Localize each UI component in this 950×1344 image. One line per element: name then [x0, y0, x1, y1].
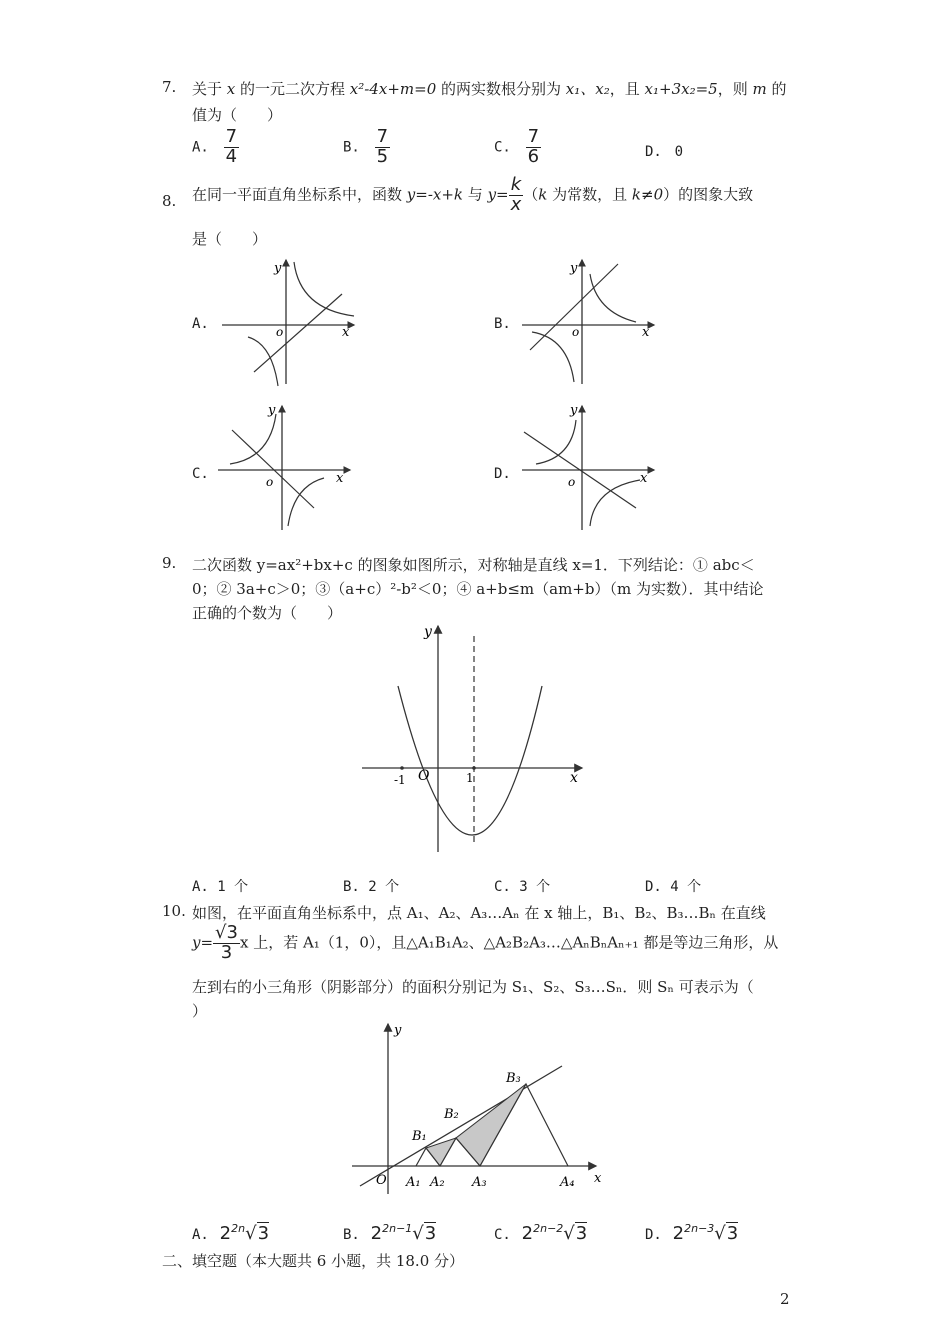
- q9-option-c[interactable]: C. 3 个: [494, 879, 551, 895]
- q10-number: 10.: [162, 902, 186, 920]
- q7-option-b[interactable]: B. $\frac{7}{5}$: [343, 126, 389, 167]
- q10-option-d[interactable]: D. $2^{2n-3}√3$: [645, 1222, 739, 1244]
- q10-label-b3: B₃: [506, 1071, 521, 1086]
- q7-line1: 关于 x 的一元二次方程 x²-4x+m=0 的两实数根分别为 x₁、x₂，且 x₁+3x₂=5，则 m 的: [192, 80, 787, 98]
- q8a-origin: o: [276, 325, 284, 339]
- q8d-axis-y: y: [570, 403, 578, 418]
- q10-label-b1: B₁: [412, 1129, 427, 1144]
- q8-option-c-label[interactable]: C.: [192, 466, 209, 482]
- q9-option-b[interactable]: B. 2 个: [343, 879, 400, 895]
- q10-axis-x: x: [594, 1171, 602, 1186]
- q10-label-a1: A₁: [406, 1175, 421, 1190]
- q8a-axis-x: x: [342, 325, 350, 340]
- q10-option-b[interactable]: B. $2^{2n-1}√3$: [343, 1222, 437, 1244]
- q9-axis-x: x: [570, 770, 578, 786]
- q8b-origin: o: [572, 325, 580, 339]
- q7-option-a[interactable]: A. $\frac{7}{4}$: [192, 126, 238, 167]
- q10-label-a4: A₄: [560, 1175, 575, 1190]
- q9-tick-1: 1: [466, 771, 474, 785]
- q9-tick-neg1: -1: [394, 773, 406, 787]
- q10-line1: 如图，在平面直角坐标系中，点 A₁、A₂、A₃…Aₙ 在 x 轴上，B₁、B₂、B₃…Bₙ 在直线: [192, 904, 766, 922]
- q9-origin: O: [418, 768, 430, 784]
- q9-parabola-graph[interactable]: [358, 620, 590, 856]
- q9-option-d[interactable]: D. 4 个: [645, 879, 702, 895]
- q10-origin: O: [376, 1173, 387, 1188]
- q9-number: 9.: [162, 554, 177, 572]
- q8-option-a-label[interactable]: A.: [192, 316, 209, 332]
- section-2-heading: 二、填空题（本大题共 6 小题，共 18.0 分）: [162, 1252, 465, 1270]
- q9-line1: 二次函数 y=ax²+bx+c 的图象如图所示，对称轴是直线 x=1．下列结论：① abc＜: [192, 556, 755, 574]
- q8d-axis-x: x: [640, 471, 648, 486]
- q10-axis-y: y: [394, 1023, 402, 1038]
- q8-option-b-label[interactable]: B.: [494, 316, 511, 332]
- q7-option-c[interactable]: C. $\frac{7}{6}$: [494, 126, 540, 167]
- q8b-axis-y: y: [570, 261, 578, 276]
- q8a-axis-y: y: [274, 261, 282, 276]
- q10-line2: y= $\frac{√3}{3}$ x 上，若 A₁（1，0），且△A₁B₁A₂、△A₂B₂A₃…△AₙBₙAₙ₊₁ 都是等边三角形，从: [192, 922, 779, 963]
- q10-label-a3: A₃: [472, 1175, 487, 1190]
- q8c-axis-x: x: [336, 471, 344, 486]
- q8-graph-d[interactable]: [518, 400, 660, 534]
- q10-triangles-graph[interactable]: [348, 1018, 604, 1200]
- q8-graph-a[interactable]: [218, 254, 360, 388]
- q7-number: 7.: [162, 78, 177, 96]
- q8-graph-b[interactable]: [518, 254, 660, 388]
- q8c-axis-y: y: [268, 403, 276, 418]
- q8-option-d-label[interactable]: D.: [494, 466, 511, 482]
- q9-option-a[interactable]: A. 1 个: [192, 879, 249, 895]
- q8c-origin: o: [266, 475, 274, 489]
- q10-label-b2: B₂: [444, 1107, 459, 1122]
- q9-line3: 正确的个数为（ ）: [192, 604, 343, 622]
- q8-line1: 在同一平面直角坐标系中，函数 y=-x+k 与 y= $\frac{k}{x}$ （k 为常数，且 k≠0）的图象大致: [192, 174, 754, 215]
- q7-option-d[interactable]: D. 0: [645, 144, 684, 160]
- q8d-origin: o: [568, 475, 576, 489]
- q8b-axis-x: x: [642, 325, 650, 340]
- q10-line4: ）: [192, 1002, 208, 1020]
- page-number: 2: [780, 1290, 790, 1308]
- q8-line2: 是（ ）: [192, 230, 268, 248]
- q10-option-c[interactable]: C. $2^{2n-2}√3$: [494, 1222, 588, 1244]
- q8-number: 8.: [162, 192, 177, 210]
- q8-graph-c[interactable]: [214, 400, 356, 534]
- q9-axis-y: y: [424, 624, 432, 640]
- q10-option-a[interactable]: A. $2^{2n}√3$: [192, 1222, 270, 1244]
- q9-line2: 0；② 3a+c＞0；③（a+c）²-b²＜0；④ a+b≤m（am+b）（m 为实数）．其中结论: [192, 580, 764, 598]
- q7-line2: 值为（ ）: [192, 106, 283, 124]
- q10-label-a2: A₂: [430, 1175, 445, 1190]
- q10-line3: 左到右的小三角形（阴影部分）的面积分别记为 S₁、S₂、S₃…Sₙ．则 Sₙ 可表示为（: [192, 978, 754, 996]
